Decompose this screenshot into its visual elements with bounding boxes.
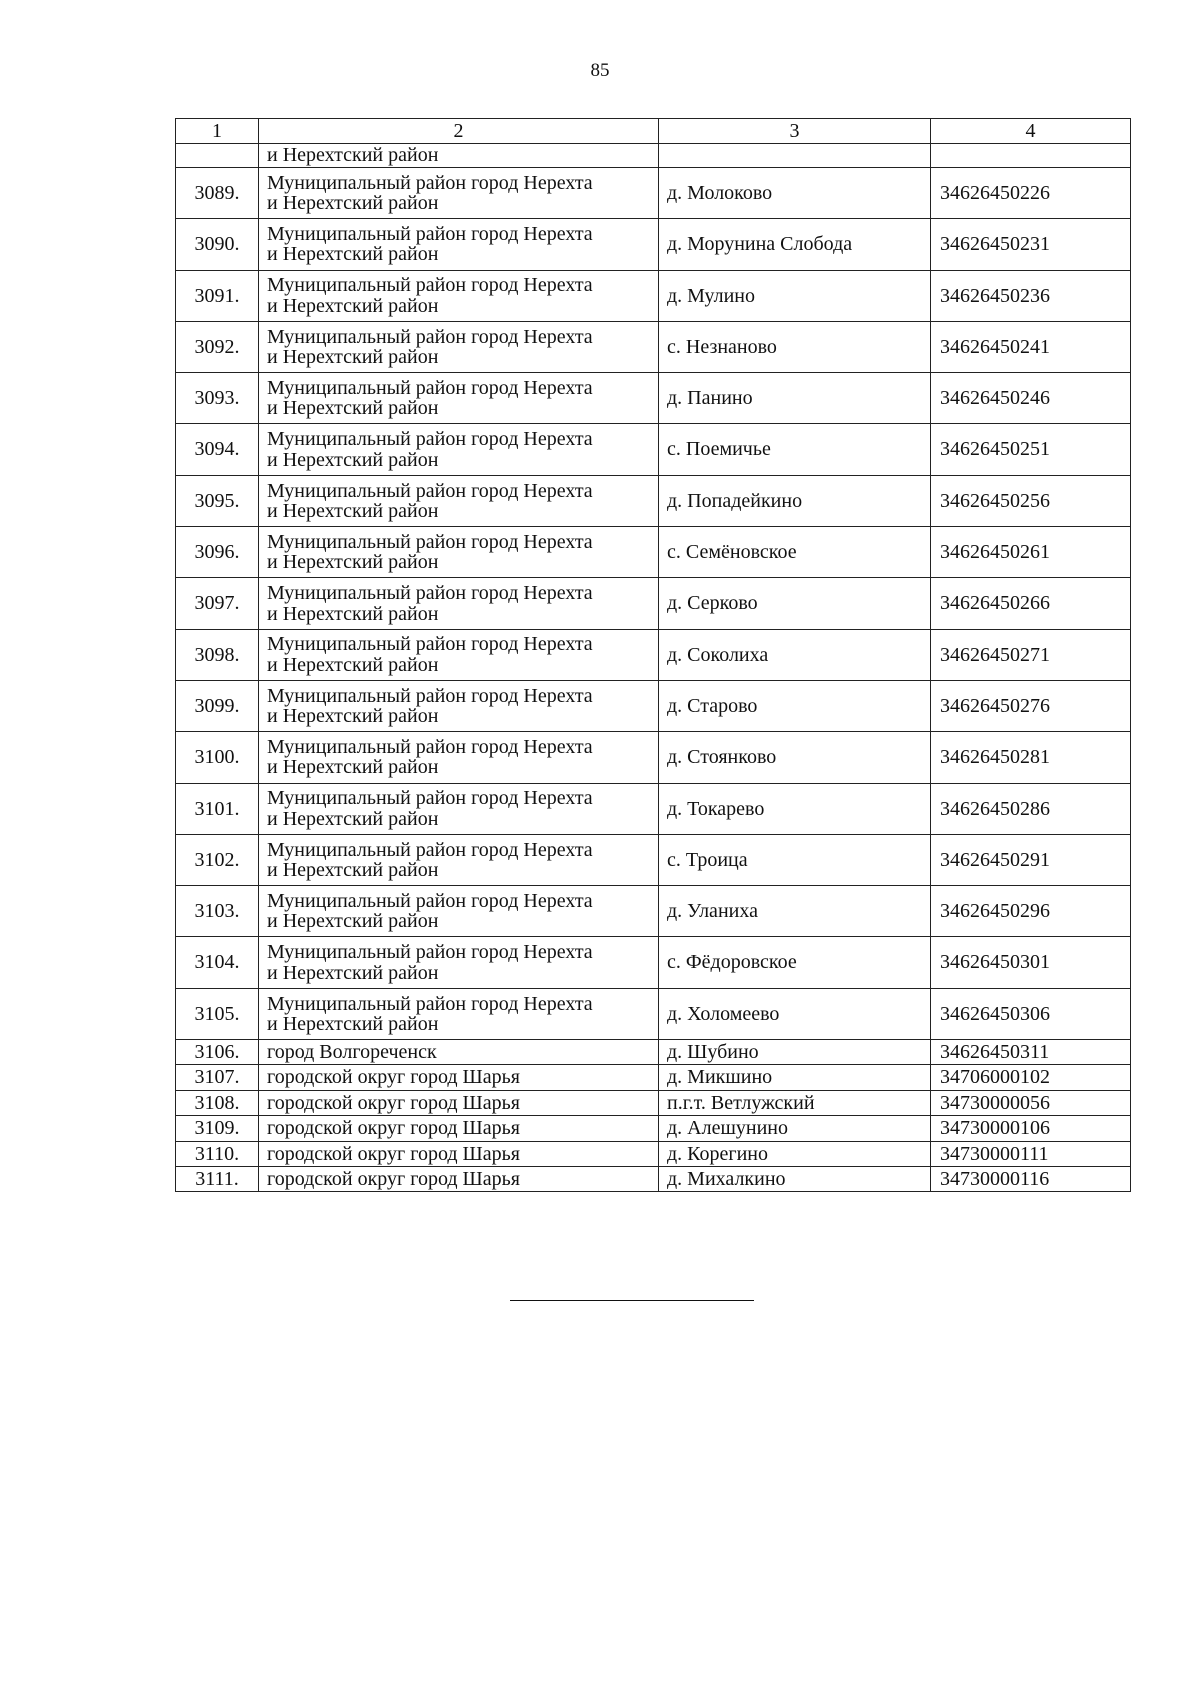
page-number: 85 xyxy=(590,60,610,81)
settlement-cell: д. Корегино xyxy=(659,1141,931,1166)
table-row xyxy=(176,1141,1131,1166)
municipality-line: и Нерехтский район xyxy=(267,602,439,625)
code-cell xyxy=(931,144,1131,168)
code-cell: 34730000111 xyxy=(931,1141,1131,1166)
municipality-line: Муниципальный район город Нерехта xyxy=(267,582,593,605)
table-row xyxy=(176,834,1131,885)
municipality-line: городской округ город Шарья xyxy=(267,1168,520,1190)
table-body xyxy=(176,119,1131,1192)
code-cell: 34626450276 xyxy=(931,680,1131,731)
municipality-cell xyxy=(259,629,659,680)
settlement-cell: с. Поемичье xyxy=(659,424,931,475)
table-row xyxy=(176,1116,1131,1141)
municipality-line: городской округ город Шарья xyxy=(267,1142,520,1165)
code-cell: 34730000116 xyxy=(931,1167,1131,1192)
settlement-cell: д. Мулино xyxy=(659,270,931,321)
row-number-cell: 3108. xyxy=(176,1090,259,1115)
settlement-cell: д. Михалкино xyxy=(659,1167,931,1192)
municipality-cell xyxy=(259,680,659,731)
row-number-cell: 3092. xyxy=(176,321,259,372)
municipality-line: городской округ город Шарья xyxy=(267,1091,520,1114)
municipality-line: и Нерехтский район xyxy=(267,192,439,215)
settlement-cell: с. Незнаново xyxy=(659,321,931,372)
municipality-cell xyxy=(259,219,659,270)
municipality-line: Муниципальный район город Нерехта xyxy=(267,223,593,246)
table-row xyxy=(176,527,1131,578)
municipality-cell xyxy=(259,373,659,424)
table-row xyxy=(176,732,1131,783)
settlement-cell: д. Попадейкино xyxy=(659,475,931,526)
municipality-line: Муниципальный район город Нерехта xyxy=(267,274,593,297)
municipality-line: Муниципальный район город Нерехта xyxy=(267,992,593,1015)
municipality-cell xyxy=(259,1065,659,1090)
municipality-cell xyxy=(259,1167,659,1192)
table-row xyxy=(176,937,1131,988)
municipality-line: и Нерехтский район xyxy=(267,397,439,420)
municipality-line: и Нерехтский район xyxy=(267,910,439,933)
municipality-line: и Нерехтский район xyxy=(267,705,439,728)
municipality-cell xyxy=(259,578,659,629)
table-row xyxy=(176,1167,1131,1192)
code-cell: 34730000106 xyxy=(931,1116,1131,1141)
settlement-cell: д. Уланиха xyxy=(659,886,931,937)
row-number-cell: 3100. xyxy=(176,732,259,783)
municipality-cell xyxy=(259,783,659,834)
table-row xyxy=(176,783,1131,834)
table-row xyxy=(176,321,1131,372)
table-row xyxy=(176,1040,1131,1065)
settlement-cell: д. Токарево xyxy=(659,783,931,834)
code-cell: 34626450251 xyxy=(931,424,1131,475)
settlement-registry-table xyxy=(175,118,1131,1192)
municipality-cell xyxy=(259,527,659,578)
settlement-cell: с. Фёдоровское xyxy=(659,937,931,988)
municipality-line: и Нерехтский район xyxy=(267,243,439,266)
row-number-cell: 3109. xyxy=(176,1116,259,1141)
municipality-cell xyxy=(259,475,659,526)
settlement-cell: д. Серково xyxy=(659,578,931,629)
column-header-1: 1 xyxy=(176,119,259,144)
settlement-cell: д. Панино xyxy=(659,373,931,424)
code-cell: 34626450311 xyxy=(931,1040,1131,1065)
table-row xyxy=(176,629,1131,680)
municipality-line: городской округ город Шарья xyxy=(267,1066,520,1089)
table-row xyxy=(176,475,1131,526)
row-number-cell: 3101. xyxy=(176,783,259,834)
code-cell: 34626450291 xyxy=(931,834,1131,885)
municipality-line: и Нерехтский район xyxy=(267,756,439,779)
table-row xyxy=(176,886,1131,937)
municipality-cell xyxy=(259,732,659,783)
municipality-line: и Нерехтский район xyxy=(267,294,439,317)
settlement-cell: д. Соколиха xyxy=(659,629,931,680)
table-row xyxy=(176,424,1131,475)
code-cell: 34626450246 xyxy=(931,373,1131,424)
settlement-cell: д. Холомеево xyxy=(659,988,931,1039)
municipality-line: Муниципальный район город Нерехта xyxy=(267,633,593,656)
code-cell: 34706000102 xyxy=(931,1065,1131,1090)
municipality-line: Муниципальный район город Нерехта xyxy=(267,376,593,399)
row-number-cell: 3096. xyxy=(176,527,259,578)
settlement-cell xyxy=(659,144,931,168)
municipality-cell xyxy=(259,886,659,937)
code-cell: 34626450256 xyxy=(931,475,1131,526)
settlement-cell: д. Алешунино xyxy=(659,1116,931,1141)
code-cell: 34730000056 xyxy=(931,1090,1131,1115)
row-number-cell: 3103. xyxy=(176,886,259,937)
column-header-2: 2 xyxy=(259,119,659,144)
continuation-row xyxy=(176,144,1131,168)
row-number-cell: 3104. xyxy=(176,937,259,988)
row-number-cell: 3106. xyxy=(176,1040,259,1065)
table-row xyxy=(176,680,1131,731)
column-header-4: 4 xyxy=(931,119,1131,144)
municipality-cell xyxy=(259,1141,659,1166)
municipality-cell xyxy=(259,270,659,321)
row-number-cell: 3089. xyxy=(176,168,259,219)
table-row xyxy=(176,219,1131,270)
municipality-cell xyxy=(259,988,659,1039)
row-number-cell: 3110. xyxy=(176,1141,259,1166)
code-cell: 34626450226 xyxy=(931,168,1131,219)
municipality-line: Муниципальный район город Нерехта xyxy=(267,428,593,451)
table-row xyxy=(176,270,1131,321)
code-cell: 34626450271 xyxy=(931,629,1131,680)
row-number-cell: 3095. xyxy=(176,475,259,526)
municipality-cell xyxy=(259,424,659,475)
municipality-cell xyxy=(259,937,659,988)
municipality-line: и Нерехтский район xyxy=(267,448,439,471)
code-cell: 34626450281 xyxy=(931,732,1131,783)
municipality-line: Муниципальный район город Нерехта xyxy=(267,479,593,502)
municipality-cell xyxy=(259,1116,659,1141)
code-cell: 34626450241 xyxy=(931,321,1131,372)
row-number-cell: 3094. xyxy=(176,424,259,475)
settlement-cell: п.г.т. Ветлужский xyxy=(659,1090,931,1115)
municipality-line: и Нерехтский район xyxy=(267,961,439,984)
code-cell: 34626450286 xyxy=(931,783,1131,834)
settlement-cell: д. Стоянково xyxy=(659,732,931,783)
row-number-cell: 3090. xyxy=(176,219,259,270)
table-row xyxy=(176,168,1131,219)
row-number-cell: 3097. xyxy=(176,578,259,629)
municipality-cell xyxy=(259,1040,659,1065)
municipality-line: Муниципальный район город Нерехта xyxy=(267,530,593,553)
table-header-row xyxy=(176,119,1131,144)
municipality-line: Муниципальный район город Нерехта xyxy=(267,325,593,348)
municipality-line: Муниципальный район город Нерехта xyxy=(267,736,593,759)
municipality-cell: и Нерехтский район xyxy=(259,144,659,168)
table-row xyxy=(176,373,1131,424)
code-cell: 34626450306 xyxy=(931,988,1131,1039)
municipality-cell xyxy=(259,834,659,885)
settlement-cell: с. Троица xyxy=(659,834,931,885)
table-row xyxy=(176,1065,1131,1090)
code-cell: 34626450236 xyxy=(931,270,1131,321)
row-number-cell: 3093. xyxy=(176,373,259,424)
row-number-cell: 3105. xyxy=(176,988,259,1039)
settlement-cell: д. Старово xyxy=(659,680,931,731)
table-row xyxy=(176,988,1131,1039)
municipality-line: Муниципальный район город Нерехта xyxy=(267,838,593,861)
municipality-cell xyxy=(259,1090,659,1115)
settlement-cell: д. Морунина Слобода xyxy=(659,219,931,270)
municipality-line: и Нерехтский район xyxy=(267,859,439,881)
settlement-cell: с. Семёновское xyxy=(659,527,931,578)
table-row xyxy=(176,1090,1131,1115)
code-cell: 34626450301 xyxy=(931,937,1131,988)
column-header-3: 3 xyxy=(659,119,931,144)
municipality-line: Муниципальный район город Нерехта xyxy=(267,941,593,964)
row-number-cell: 3107. xyxy=(176,1065,259,1090)
code-cell: 34626450231 xyxy=(931,219,1131,270)
municipality-line: и Нерехтский район xyxy=(267,653,439,676)
municipality-line: городской округ город Шарья xyxy=(267,1117,520,1140)
row-number-cell xyxy=(176,144,259,168)
row-number-cell: 3111. xyxy=(176,1167,259,1192)
municipality-line: и Нерехтский район xyxy=(267,499,439,522)
row-number-cell: 3102. xyxy=(176,834,259,885)
code-cell: 34626450261 xyxy=(931,527,1131,578)
row-number-cell: 3099. xyxy=(176,680,259,731)
municipality-line: и Нерехтский район xyxy=(267,807,439,830)
settlement-cell: д. Шубино xyxy=(659,1040,931,1065)
row-number-cell: 3098. xyxy=(176,629,259,680)
row-number-cell: 3091. xyxy=(176,270,259,321)
municipality-line: Муниципальный район город Нерехта xyxy=(267,684,593,707)
settlement-cell: д. Молоково xyxy=(659,168,931,219)
municipality-line: и Нерехтский район xyxy=(267,1012,439,1035)
table-row xyxy=(176,578,1131,629)
code-cell: 34626450296 xyxy=(931,886,1131,937)
municipality-line: Муниципальный район город Нерехта xyxy=(267,889,593,912)
end-separator-line xyxy=(510,1300,754,1301)
municipality-line: город Волгореченск xyxy=(267,1041,437,1064)
municipality-line: Муниципальный район город Нерехта xyxy=(267,787,593,810)
municipality-line: и Нерехтский район xyxy=(267,346,439,369)
municipality-line: и Нерехтский район xyxy=(267,551,439,574)
municipality-cell xyxy=(259,321,659,372)
settlement-cell: д. Микшино xyxy=(659,1065,931,1090)
code-cell: 34626450266 xyxy=(931,578,1131,629)
municipality-line: Муниципальный район город Нерехта xyxy=(267,171,593,194)
municipality-cell xyxy=(259,168,659,219)
